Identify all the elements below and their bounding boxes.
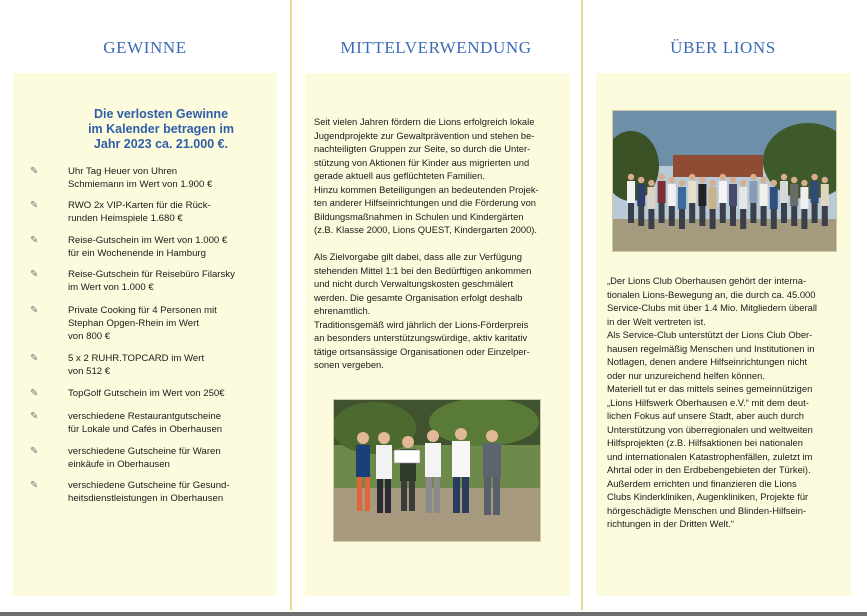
prize-line: heitsdienstleistungen in Oberhausen — [68, 493, 224, 504]
crowd-person-body — [668, 184, 676, 206]
crowd-person-head — [801, 180, 807, 186]
page-bottom-edge — [0, 612, 867, 616]
crowd-person-head — [791, 177, 797, 183]
text-line: und internationalen Katastrophenfällen, zuletzt im — [607, 450, 813, 462]
crowd-person-body — [800, 187, 808, 209]
crowd-person-legs — [771, 209, 777, 229]
crowd-person-head — [781, 174, 787, 180]
pencil-bullet-icon: ✎ — [30, 235, 39, 246]
crowd-person-head — [822, 177, 828, 183]
text-line: und nicht durch Verwaltungskosten geschmälert — [314, 278, 514, 289]
fold-line-right — [581, 0, 583, 610]
pencil-bullet-icon: ✎ — [30, 411, 39, 422]
crowd-person-body — [688, 181, 696, 203]
crowd-person-head — [760, 177, 766, 183]
crowd-person-head — [638, 177, 644, 183]
group-photo-cheque — [333, 399, 541, 542]
text-line: in der Welt vertreten ist. — [607, 315, 706, 327]
pencil-bullet-icon: ✎ — [30, 200, 39, 211]
crowd-person-legs — [638, 206, 644, 226]
crowd-person-legs — [761, 206, 767, 226]
prize-line: Reise-Gutschein im Wert von 1.000 € — [68, 235, 228, 246]
crowd-person-body — [637, 184, 645, 206]
crowd-person-body — [658, 181, 666, 203]
text-line: Seit vielen Jahren fördern die Lions erfolgreich lokale — [314, 116, 535, 127]
crowd-person-legs — [781, 203, 787, 223]
crowd-person-head — [658, 174, 664, 180]
prize-line: einkäufe in Oberhausen — [68, 459, 170, 470]
text-line: gerade aktuell aus geflüchteten Familien. — [314, 170, 485, 181]
crowd-person-body — [811, 181, 819, 203]
prize-line: verschiedene Restaurantgutscheine — [68, 411, 222, 422]
fold-line-left — [290, 0, 292, 610]
ueber-lions-paragraph — [607, 274, 839, 531]
prize-line: 5 x 2 RUHR.TOPCARD im Wert — [68, 353, 205, 364]
text-line: „Der Lions Club Oberhausen gehört der interna- — [607, 275, 807, 286]
text-line: hausen regelmäßig Menschen und Institutionen in — [607, 342, 815, 354]
prize-line: runden Heimspiele 1.680 € — [68, 213, 183, 224]
prize-line: TopGolf Gutschein im Wert von 250€ — [68, 388, 225, 399]
crowd-person-legs — [679, 209, 685, 229]
crowd-person-body — [770, 187, 778, 209]
crowd-person-body — [790, 184, 798, 206]
crowd-person-head — [720, 174, 726, 180]
text-line: Außerdem errichten und finanzieren die Lions — [607, 477, 797, 489]
mittelverwendung-paragraph — [314, 250, 566, 372]
crowd-person-head — [689, 174, 695, 180]
text-line: tionalen Lions-Bewegung an, die durch ca. 45.000 — [607, 288, 816, 300]
crowd-person-body — [739, 187, 747, 209]
prize-line: Private Cooking für 4 Personen mit — [68, 305, 217, 316]
text-line: an besonders unterstützungswürdige, aktiv karitativ — [314, 332, 528, 343]
prize-line: verschiedene Gutscheine für Gesund- — [68, 480, 230, 491]
crowd-person-body — [627, 181, 635, 203]
crowd-person-legs — [669, 206, 675, 226]
prize-line: von 512 € — [68, 366, 111, 377]
crowd-person-head — [740, 180, 746, 186]
crowd-person-legs — [791, 206, 797, 226]
prize-line: Schmiemann im Wert von 1.900 € — [68, 179, 213, 190]
crowd-person-body — [729, 184, 737, 206]
ueber-lions-text — [607, 274, 839, 531]
crowd-person-legs — [730, 206, 736, 226]
crowd-person-legs — [699, 206, 705, 226]
crowd-person-head — [750, 174, 756, 180]
prize-line: von 800 € — [68, 331, 111, 342]
crowd-person-head — [628, 174, 634, 180]
text-line: werden. Die gesamte Organisation erfolgt deshalb — [314, 291, 523, 303]
pencil-bullet-icon: ✎ — [30, 446, 39, 457]
text-line: Als Service-Club unterstützt der Lions Club Ober- — [607, 329, 813, 340]
crowd-person-legs — [710, 209, 716, 229]
text-line: tätige ortsansässige Organisationen oder Einzelper- — [314, 345, 530, 357]
crowd-person-body — [821, 184, 829, 206]
text-line: Clubs Kinderkliniken, Augenkliniken, Projekte für — [607, 491, 809, 502]
crowd-person-legs — [720, 203, 726, 223]
crowd-person-legs — [801, 209, 807, 229]
crowd-person-body — [709, 187, 717, 209]
pencil-bullet-icon: ✎ — [30, 353, 39, 364]
text-line: Ahrtal oder in den Erdbebengebieten der Türkei). — [607, 464, 811, 475]
crowd-person-head — [811, 174, 817, 180]
pencil-bullet-icon: ✎ — [30, 166, 39, 177]
text-line: stützung von Aktionen für Kinder aus migrierten und — [314, 156, 530, 168]
prize-line: RWO 2x VIP-Karten für die Rück- — [68, 200, 211, 211]
crowd-person-head — [699, 177, 705, 183]
prize-line: für ein Wochenende in Hamburg — [68, 248, 206, 259]
text-line: Service-Clubs mit über 1.4 Mio. Mitgliedern überall — [607, 302, 817, 313]
crowd-person-body — [780, 181, 788, 203]
text-line: Jugendprojekte zur Gewaltprävention und stehen be- — [314, 129, 535, 141]
text-line: „Lions Hilfswerk Oberhausen e.V.“ mit dem deut- — [607, 396, 809, 408]
text-line: Hinzu kommen Beteiligungen an bedeutenden Projek- — [314, 183, 539, 195]
pencil-bullet-icon: ✎ — [30, 480, 39, 491]
prize-line: im Wert von 1.000 € — [68, 282, 154, 293]
crowd-person-legs — [812, 203, 818, 223]
text-line: Hilfsprojekten (z.B. Hilfsaktionen bei nationalen — [607, 437, 803, 448]
text-line: oder nur unzureichend helfen können. — [607, 369, 765, 381]
text-line: ehrenamtlich. — [314, 305, 371, 316]
text-line: Notlagen, denen andere Hilfseinrichtungen nicht — [607, 356, 808, 367]
text-line: sonen vergeben. — [314, 359, 384, 370]
prize-line: Stephan Opgen-Rhein im Wert — [68, 318, 200, 329]
crowd-person-head — [709, 180, 715, 186]
crowd-person-body — [749, 181, 757, 203]
prize-line: verschiedene Gutscheine für Waren — [68, 446, 221, 457]
prize-line: für Lokale und Cafés in Oberhausen — [68, 424, 223, 435]
text-line: nachteiligten Gruppen zur Seite, so durch die Unter- — [314, 143, 531, 154]
crowd-person-body — [719, 181, 727, 203]
crowd-person-head — [771, 180, 777, 186]
text-line: Bildungsmaßnahmen in Schulen und Kindergärten — [314, 210, 524, 222]
pencil-bullet-icon: ✎ — [30, 305, 39, 316]
text-line: (z.B. Klasse 2000, Lions QUEST, Kindergarten 2000). — [314, 224, 538, 235]
crowd-person-body — [698, 184, 706, 206]
mittelverwendung-paragraph — [314, 115, 566, 237]
text-line: richtungen in der Dritten Welt.“ — [607, 518, 734, 529]
crowd-person-head — [648, 180, 654, 186]
pencil-bullet-icon: ✎ — [30, 269, 39, 280]
text-line: hörgeschädigte Menschen und Blinden-Hilfsein- — [607, 504, 807, 516]
text-line: lichen Fokus auf unsere Stadt, aber auch durch — [607, 410, 804, 421]
crowd-person-head — [669, 177, 675, 183]
crowd-person-legs — [750, 203, 756, 223]
crowd-person-legs — [628, 203, 634, 223]
prize-line: Uhr Tag Heuer von Uhren — [68, 166, 178, 177]
crowd-person-legs — [740, 209, 746, 229]
crowd-person-legs — [822, 206, 828, 226]
gewinne-heading: GEWINNE — [103, 38, 187, 57]
ueber-lions-heading: ÜBER LIONS — [670, 38, 776, 57]
crowd-person-legs — [689, 203, 695, 223]
crowd-person-head — [679, 180, 685, 186]
mittelverwendung-text — [314, 115, 566, 385]
crowd-person-body — [678, 187, 686, 209]
text-line: Traditionsgemäß wird jährlich der Lions-Förderpreis — [314, 318, 529, 330]
crowd-person-legs — [648, 209, 654, 229]
prize-line: Reise-Gutschein für Reisebüro Filarsky — [68, 269, 235, 280]
pencil-bullet-icon: ✎ — [30, 388, 39, 399]
text-line: stehenden Mittel 1:1 bei den Bedürftigen ankommen — [314, 264, 532, 276]
group-photo-club — [612, 110, 837, 252]
mittelverwendung-heading: MITTELVERWENDUNG — [340, 38, 532, 57]
text-line: Materiell tut er das mittels seines gemeinnützigen — [607, 383, 813, 394]
crowd-person-legs — [659, 203, 665, 223]
text-line: ten anderer Hilfseinrichtungen und die Förderung von — [314, 197, 537, 208]
crowd-person-head — [730, 177, 736, 183]
gewinne-title: Die verlosten Gewinne im Kalender betragen im Jahr 2023 ca. 21.000 €. — [88, 107, 234, 151]
crowd-person-body — [647, 187, 655, 209]
text-line: Unterstützung von überregionalen und weltweiten — [607, 423, 813, 435]
text-line: Als Zielvorgabe gilt dabei, dass alle zur Verfügung — [314, 251, 522, 262]
crowd-person-body — [760, 184, 768, 206]
